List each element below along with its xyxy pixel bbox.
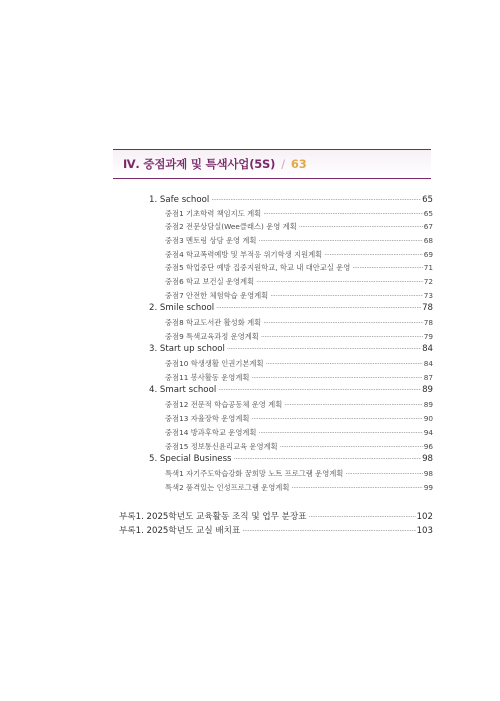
section-title — [123, 156, 307, 172]
leader-dots — [345, 469, 422, 480]
section-separator: / — [281, 157, 285, 171]
toc-entry[interactable] — [149, 344, 433, 355]
toc-entry[interactable] — [165, 290, 433, 302]
toc-entry-label: 중점9 특색교육과정 운영계획 — [165, 332, 259, 341]
toc-entry-page: 72 — [423, 277, 433, 286]
toc-entry-label: 중점5 학업중단 예방 집중지원학교, 학교 내 대안교실 운영 — [165, 263, 351, 272]
toc-entry[interactable] — [165, 413, 433, 425]
toc-entry[interactable] — [165, 427, 433, 439]
toc-entry-page: 73 — [423, 291, 433, 300]
toc-entry-page: 90 — [423, 414, 433, 423]
leader-dots — [280, 442, 423, 453]
toc-entry[interactable] — [165, 372, 433, 384]
toc-entry[interactable] — [165, 208, 433, 220]
toc-entry-page: 98 — [422, 454, 433, 464]
toc-entry-page: 84 — [423, 359, 433, 368]
toc-entry[interactable] — [165, 358, 433, 370]
toc-entry-label: 중점3 멘토링 상담 운영 계획 — [165, 236, 257, 245]
toc-entry[interactable] — [165, 249, 433, 261]
appendix-entry-page: 103 — [416, 526, 433, 536]
toc-entry[interactable] — [165, 262, 433, 274]
leader-dots — [256, 277, 423, 288]
leader-dots — [299, 222, 423, 233]
toc-entry-label: 중점14 방과후학교 운영계획 — [165, 428, 257, 437]
toc-entry-page: 69 — [423, 250, 433, 259]
toc-entry[interactable] — [165, 482, 433, 494]
toc-entry-label: 1. Safe school — [149, 195, 210, 205]
toc-entry-label: 중점6 학교 보건실 운영계획 — [165, 277, 255, 286]
toc-entry[interactable] — [149, 303, 433, 314]
toc-entry-page: 78 — [422, 303, 433, 313]
toc-entry-page: 65 — [423, 209, 433, 218]
toc-entry[interactable] — [165, 441, 433, 453]
toc-entry-page: 78 — [423, 318, 433, 327]
toc-entry[interactable] — [165, 221, 433, 233]
toc-entry[interactable] — [165, 468, 433, 480]
section-page-number: 63 — [290, 157, 307, 171]
toc-entry-label: 특색1 자기주도학습강화 꿈희망 노트 프로그램 운영계획 — [165, 469, 344, 478]
leader-dots — [216, 303, 421, 314]
toc-entry-label: 중점10 학생생활 인권기본계획 — [165, 359, 264, 368]
toc-entry-label: 중점11 봉사활동 운영계획 — [165, 373, 250, 382]
leader-dots — [211, 195, 421, 206]
toc-entry-page: 94 — [423, 428, 433, 437]
leader-dots — [263, 209, 423, 220]
toc-entry-label: 중점4 학교폭력예방 및 부적응 위기학생 지원계획 — [165, 250, 323, 259]
leader-dots — [242, 526, 415, 537]
toc-entry[interactable] — [149, 454, 433, 465]
section-title-text: Ⅳ. 중점과제 및 특색사업(5S) — [123, 157, 276, 171]
toc-entry[interactable] — [165, 276, 433, 288]
toc-entry-page: 89 — [423, 400, 433, 409]
leader-dots — [284, 400, 422, 411]
toc-entry-label: 중점8 학교도서관 활성화 계획 — [165, 318, 262, 327]
toc-entry-label: 중점7 안전한 체험학습 운영계획 — [165, 291, 269, 300]
toc-entry[interactable] — [165, 235, 433, 247]
appendix-entry-label: 부록1. 2025학년도 교육활동 조직 및 업무 분장표 — [119, 512, 307, 522]
appendix-entry-label: 부록1. 2025학년도 교실 배치표 — [119, 526, 241, 536]
toc-entry-label: 중점1 기초학력 책임지도 계획 — [165, 209, 262, 218]
toc-entry[interactable] — [165, 317, 433, 329]
toc-entry-page: 71 — [423, 263, 433, 272]
toc-entry[interactable] — [149, 195, 433, 206]
leader-dots — [251, 414, 422, 425]
toc-entry-label: 중점13 자율장학 운영계획 — [165, 414, 250, 423]
toc-entry-page: 98 — [423, 469, 433, 478]
leader-dots — [218, 385, 421, 396]
toc-entry-label: 2. Smile school — [149, 303, 215, 313]
leader-dots — [291, 483, 422, 494]
leader-dots — [309, 512, 416, 523]
toc-entry-label: 특색2 품격있는 인성프로그램 운영계획 — [165, 483, 290, 492]
toc-entry-label: 중점2 전문상담실(Wee클래스) 운영 계획 — [165, 222, 297, 231]
leader-dots — [261, 332, 423, 343]
toc-entry-label: 4. Smart school — [149, 385, 217, 395]
appendix-entry[interactable] — [119, 512, 433, 523]
appendix-entry[interactable] — [119, 526, 433, 537]
appendix-entry-page: 102 — [416, 512, 433, 522]
toc-entry-page: 65 — [422, 195, 433, 205]
toc-entry-page: 96 — [423, 442, 433, 451]
leader-dots — [258, 236, 422, 247]
toc-entry-page: 89 — [422, 385, 433, 395]
leader-dots — [266, 359, 423, 370]
toc-entry-label: 3. Start up school — [149, 344, 225, 354]
leader-dots — [270, 291, 422, 302]
toc-entry-page: 67 — [423, 222, 433, 231]
toc-entry[interactable] — [165, 399, 433, 411]
leader-dots — [251, 373, 422, 384]
toc-entry-label: 중점12 전문적 학습공동체 운영 계획 — [165, 400, 283, 409]
leader-dots — [352, 263, 422, 274]
toc-entry[interactable] — [165, 331, 433, 343]
toc-entry-page: 87 — [423, 373, 433, 382]
toc-entry-label: 중점15 정보통신윤리교육 운영계획 — [165, 442, 278, 451]
leader-dots — [258, 428, 422, 439]
toc-entry-page: 68 — [423, 236, 433, 245]
leader-dots — [234, 454, 422, 465]
toc-entry-page: 99 — [423, 483, 433, 492]
section-header — [113, 149, 431, 179]
toc-entry-page: 79 — [423, 332, 433, 341]
leader-dots — [263, 318, 423, 329]
leader-dots — [227, 344, 421, 355]
toc-entry-page: 84 — [422, 344, 433, 354]
leader-dots — [324, 250, 422, 261]
toc-entry[interactable] — [149, 385, 433, 396]
toc-entry-label: 5. Special Business — [149, 454, 232, 464]
